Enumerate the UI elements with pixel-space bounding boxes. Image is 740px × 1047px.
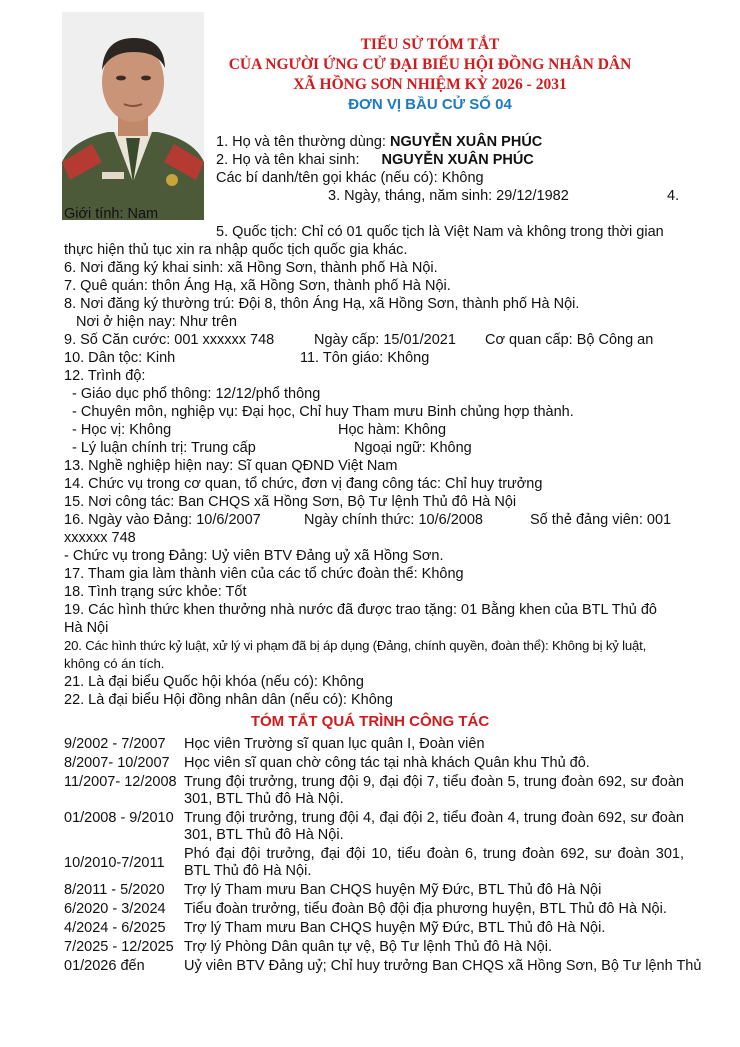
current-residence-line: Nơi ở hiện nay: Như trên: [76, 314, 237, 330]
work-date: 8/2011 - 5/2020: [64, 882, 165, 898]
birth-registration-line: 6. Nơi đăng ký khai sinh: xã Hồng Sơn, thành phố Hà Nội.: [64, 260, 438, 276]
work-description: Trợ lý Tham mưu Ban CHQS huyện Mỹ Đức, BTL Thủ đô Hà Nội.: [184, 920, 606, 936]
hometown-line: 7. Quê quán: thôn Áng Hạ, xã Hồng Sơn, thành phố Hà Nội.: [64, 278, 451, 294]
work-description: Phó đại đội trưởng, đại đội 10, tiểu đoàn 6, trung đoàn 692, sư đoàn 301, BTL Thủ đô Hà Nội.: [184, 846, 684, 879]
party-position: - Chức vụ trong Đảng: Uỷ viên BTV Đảng uỷ xã Hồng Sơn.: [64, 548, 444, 564]
table-row: [64, 810, 684, 844]
nationality-line-cont: thực hiện thủ tục xin ra nhập quốc tịch quốc gia khác.: [64, 242, 408, 258]
organizations-line: 17. Tham gia làm thành viên của các tổ chức đoàn thể: Không: [64, 566, 464, 582]
table-row: [64, 920, 684, 937]
national-assembly-line: 21. Là đại biểu Quốc hội khóa (nếu có): Không: [64, 674, 364, 690]
work-description: Trung đội trưởng, trung đội 9, đại đội 7, tiểu đoàn 5, trung đoàn 692, sư đoàn 301, BTL Thủ đô Hà Nội.: [184, 774, 684, 807]
work-description: Học viên sĩ quan chờ công tác tại nhà khách Quân khu Thủ đô.: [184, 755, 590, 771]
education-heading: 12. Trình độ:: [64, 368, 146, 384]
work-description: Học viên Trường sĩ quan lục quân I, Đoàn viên: [184, 736, 485, 752]
work-description: Uỷ viên BTV Đảng uỷ; Chỉ huy trưởng Ban CHQS xã Hồng Sơn, Bộ Tư lệnh Thủ: [184, 958, 702, 974]
peoples-council-line: 22. Là đại biểu Hội đồng nhân dân (nếu có): Không: [64, 692, 393, 708]
nationality-line: 5. Quốc tịch: Chỉ có 01 quốc tịch là Việt Nam và không trong thời gian: [216, 224, 664, 240]
work-description: Trợ lý Tham mưu Ban CHQS huyện Mỹ Đức, BTL Thủ đô Hà Nội: [184, 882, 602, 898]
work-date: 9/2002 - 7/2007: [64, 736, 166, 752]
work-date: 10/2010-7/2011: [64, 854, 165, 871]
discipline-line-cont: không có án tích.: [64, 656, 165, 671]
constituency-unit: ĐƠN VỊ BẦU CỬ SỐ 04: [348, 96, 512, 113]
work-history-table: [64, 736, 702, 977]
birth-name-line: [216, 151, 534, 169]
table-row: [64, 774, 684, 808]
full-name-value: NGUYỄN XUÂN PHÚC: [390, 134, 543, 150]
position-line: 14. Chức vụ trong cơ quan, tổ chức, đơn vị đang công tác: Chỉ huy trưởng: [64, 476, 543, 492]
specialization: - Chuyên môn, nghiệp vụ: Đại học, Chỉ huy Tham mưu Binh chủng hợp thành.: [72, 404, 574, 420]
health-line: 18. Tình trạng sức khỏe: Tốt: [64, 584, 247, 600]
birthdate-line: 3. Ngày, tháng, năm sinh: 29/12/1982: [328, 188, 569, 204]
work-date: 8/2007- 10/2007: [64, 755, 170, 771]
work-date: 6/2020 - 3/2024: [64, 901, 166, 917]
table-row: [64, 939, 684, 956]
work-date: 4/2024 - 6/2025: [64, 920, 166, 936]
occupation-line: 13. Nghề nghiệp hiện nay: Sĩ quan QĐND Việt Nam: [64, 458, 398, 474]
work-description: Trợ lý Phòng Dân quân tự vệ, Bộ Tư lệnh Thủ đô Hà Nội.: [184, 939, 552, 955]
party-join-date: 16. Ngày vào Đảng: 10/6/2007: [64, 512, 261, 528]
party-official-date: Ngày chính thức: 10/6/2008: [304, 512, 483, 528]
table-row: [64, 846, 684, 880]
doc-title-2: CỦA NGƯỜI ỨNG CỬ ĐẠI BIỂU HỘI ĐỒNG NHÂN DÂN: [228, 56, 632, 73]
academic-title: Học hàm: Không: [338, 422, 447, 438]
table-row: [64, 736, 684, 753]
party-card-number: Số thẻ đảng viên: 001: [530, 512, 672, 528]
doc-title-3: XÃ HỒNG SƠN NHIỆM KỲ 2026 - 2031: [293, 76, 567, 93]
workplace-line: 15. Nơi công tác: Ban CHQS xã Hồng Sơn, Bộ Tư lệnh Thủ đô Hà Nội: [64, 494, 517, 510]
academic-degree: - Học vị: Không: [72, 422, 172, 438]
birth-name-value: NGUYỄN XUÂN PHÚC: [381, 152, 534, 168]
id-issue-date: Ngày cấp: 15/01/2021: [314, 332, 456, 348]
permanent-residence-line: 8. Nơi đăng ký thường trú: Đội 8, thôn Áng Hạ, xã Hồng Sơn, thành phố Hà Nội.: [64, 296, 580, 312]
general-education: - Giáo dục phổ thông: 12/12/phổ thông: [72, 386, 321, 402]
work-date: 11/2007- 12/2008: [64, 774, 177, 790]
alias-line: Các bí danh/tên gọi khác (nếu có): Không: [216, 170, 484, 186]
party-card-number-cont: xxxxxx 748: [64, 530, 136, 546]
item-4-number: 4.: [667, 188, 680, 204]
discipline-line: 20. Các hình thức kỷ luật, xử lý vi phạm đã bị áp dụng (Đảng, chính quyền, đoàn thể): Không bị kỷ luật,: [64, 638, 647, 653]
work-history-title: TÓM TẮT QUÁ TRÌNH CÔNG TÁC: [250, 713, 490, 730]
table-row: [64, 755, 684, 772]
work-date: 01/2008 - 9/2010: [64, 810, 174, 826]
work-description: Trung đội trưởng, trung đội 4, đại đội 2, tiểu đoàn 4, trung đoàn 692, sư đoàn 301, BTL Thủ đô Hà Nội.: [184, 810, 684, 843]
full-name-label: 1. Họ và tên thường dùng:: [216, 134, 390, 150]
political-theory: - Lý luận chính trị: Trung cấp: [72, 440, 256, 456]
table-row: [64, 882, 684, 899]
work-date: 7/2025 - 12/2025: [64, 939, 174, 955]
full-name-line: [216, 133, 542, 151]
awards-line: 19. Các hình thức khen thưởng nhà nước đã được trao tặng: 01 Bằng khen của BTL Thủ đô: [64, 602, 657, 618]
doc-title-1: TIỂU SỬ TÓM TẮT: [360, 36, 500, 53]
awards-line-cont: Hà Nội: [64, 620, 109, 636]
foreign-language: Ngoại ngữ: Không: [354, 440, 472, 456]
ethnicity: 10. Dân tộc: Kinh: [64, 350, 176, 366]
religion: 11. Tôn giáo: Không: [300, 350, 430, 366]
table-row: [64, 958, 702, 975]
birth-name-label: 2. Họ và tên khai sinh:: [216, 152, 360, 168]
gender-line: Giới tính: Nam: [64, 206, 159, 222]
id-number: 9. Số Căn cước: 001 xxxxxx 748: [64, 332, 275, 348]
work-description: Tiểu đoàn trưởng, tiểu đoàn Bộ đội địa phương huyện, BTL Thủ đô Hà Nội.: [184, 901, 667, 917]
id-issuer: Cơ quan cấp: Bộ Công an: [485, 332, 654, 348]
work-date: 01/2026 đến: [64, 958, 145, 974]
table-row: [64, 901, 684, 918]
